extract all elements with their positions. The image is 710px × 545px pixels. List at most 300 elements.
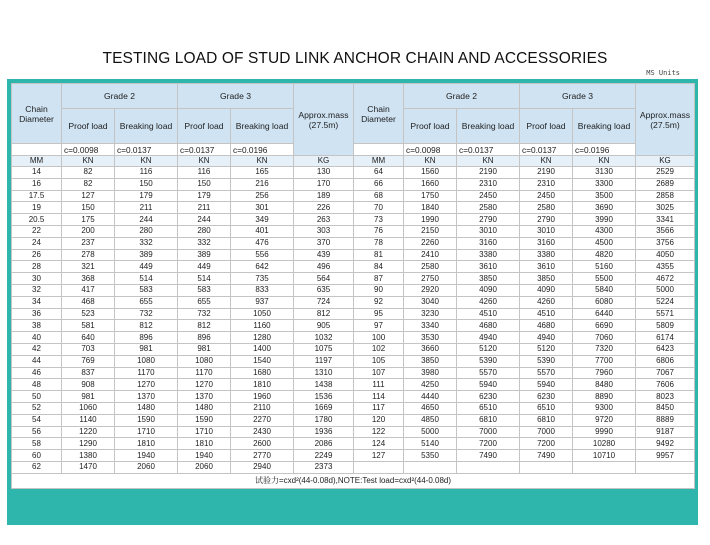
table-cell: 732 [115,308,178,320]
table-cell: 10710 [573,450,636,462]
test-load-note: 试验力=cxd²(44-0.08d),NOTE:Test load=cxd²(44-0.08d) [12,473,695,488]
table-cell: 30 [12,273,62,285]
table-cell: 523 [62,308,115,320]
table-cell: 6806 [636,355,695,367]
grade3-header-right: Grade 3 [520,84,636,109]
table-cell: 4850 [404,414,457,426]
table-cell: 1590 [115,414,178,426]
table-cell: 14 [12,167,62,179]
table-cell: 1780 [294,414,354,426]
table-cell: 179 [115,190,178,202]
table-cell: 3160 [520,237,573,249]
table-cell: 179 [178,190,231,202]
table-cell: 2450 [457,190,520,202]
table-cell: 4500 [573,237,636,249]
table-cell: 1840 [404,202,457,214]
table-cell: 1540 [231,355,294,367]
unit-breaking: KN [115,156,178,167]
table-cell: 124 [354,438,404,450]
table-cell: 3230 [404,308,457,320]
table-cell: 44 [12,355,62,367]
table-cell [404,461,457,473]
table-cell: 3690 [573,202,636,214]
table-cell: 3660 [404,343,457,355]
table-cell: 1936 [294,426,354,438]
coef-g3-proof: c=0.0137 [178,144,231,156]
table-row [12,167,695,179]
table-cell: 7606 [636,379,695,391]
table-row [12,308,695,320]
table-cell: 769 [62,355,115,367]
table-cell: 2150 [404,225,457,237]
table-cell: 73 [354,214,404,226]
coef-g3-proof: c=0.0137 [520,144,573,156]
table-cell: 6810 [520,414,573,426]
table-cell: 1080 [115,355,178,367]
table-cell: 1075 [294,343,354,355]
table-cell: 1940 [178,450,231,462]
table-cell: 583 [115,284,178,296]
table-cell: 52 [12,402,62,414]
table-cell: 111 [354,379,404,391]
table-cell: 1050 [231,308,294,320]
table-cell: 226 [294,202,354,214]
table-cell: 2600 [231,438,294,450]
table-cell: 896 [178,332,231,344]
table-cell: 6510 [457,402,520,414]
table-cell: 1290 [62,438,115,450]
table-row [12,379,695,391]
table-cell: 6080 [573,296,636,308]
table-cell: 4050 [636,249,695,261]
table-cell: 556 [231,249,294,261]
table-cell: 76 [354,225,404,237]
table-cell: 1470 [62,461,115,473]
units-note: MS Units [646,69,680,77]
table-cell: 211 [115,202,178,214]
table-cell: 9492 [636,438,695,450]
table-cell: 1438 [294,379,354,391]
coef-g3-break: c=0.0196 [573,144,636,156]
table-cell: 5570 [520,367,573,379]
table-cell: 256 [231,190,294,202]
table-cell: 332 [115,237,178,249]
breaking-load-header: Breaking load [457,109,520,144]
table-cell: 1400 [231,343,294,355]
table-cell: 4510 [457,308,520,320]
proof-load-header: Proof load [178,109,231,144]
table-cell: 114 [354,391,404,403]
table-row [12,355,695,367]
table-cell: 7320 [573,343,636,355]
table-cell: 82 [62,178,115,190]
table-cell: 301 [231,202,294,214]
table-cell [520,461,573,473]
table-cell: 4940 [520,332,573,344]
unit-diameter: MM [354,156,404,167]
table-cell: 127 [62,190,115,202]
table-cell: 3025 [636,202,695,214]
table-cell: 2060 [178,461,231,473]
table-cell: 7200 [457,438,520,450]
table-cell: 514 [178,273,231,285]
unit-breaking: KN [231,156,294,167]
approx-mass-header-right: Approx.mass (27.5m) [636,84,695,156]
table-cell: 9957 [636,450,695,462]
table-cell: 3610 [457,261,520,273]
table-cell: 2770 [231,450,294,462]
table-cell: 4440 [404,391,457,403]
table-cell: 812 [115,320,178,332]
table-cell: 417 [62,284,115,296]
header-row-coefficients [12,144,695,156]
table-cell: 2529 [636,167,695,179]
table-cell: 68 [354,190,404,202]
table-cell: 1310 [294,367,354,379]
table-cell [354,461,404,473]
header-row-units [12,156,695,167]
table-cell: 5120 [457,343,520,355]
table-cell: 1710 [178,426,231,438]
table-cell: 812 [178,320,231,332]
table-cell: 905 [294,320,354,332]
table-row [12,426,695,438]
table-row [12,320,695,332]
table-cell: 2110 [231,402,294,414]
table-cell: 4820 [573,249,636,261]
table-cell: 19 [12,202,62,214]
table-cell: 102 [354,343,404,355]
table-row [12,367,695,379]
table-cell: 321 [62,261,115,273]
table-cell: 5840 [573,284,636,296]
table-cell: 280 [178,225,231,237]
table-cell: 4672 [636,273,695,285]
table-cell: 6810 [457,414,520,426]
table-cell: 3380 [520,249,573,261]
table-cell: 2580 [457,202,520,214]
table-cell: 2858 [636,190,695,202]
table-cell: 40 [12,332,62,344]
grade2-header-right: Grade 2 [404,84,520,109]
table-cell: 4680 [520,320,573,332]
table-cell: 2790 [457,214,520,226]
table-cell: 1990 [404,214,457,226]
table-cell: 1960 [231,391,294,403]
coef-blank-left [12,144,62,156]
table-cell: 1170 [178,367,231,379]
table-cell: 449 [178,261,231,273]
table-cell: 1750 [404,190,457,202]
table-cell: 735 [231,273,294,285]
table-cell: 7000 [457,426,520,438]
table-row [12,332,695,344]
table-cell: 3610 [520,261,573,273]
table-cell: 439 [294,249,354,261]
table-cell: 1660 [404,178,457,190]
table-cell: 9300 [573,402,636,414]
table-cell: 3130 [573,167,636,179]
unit-breaking: KN [457,156,520,167]
table-cell: 514 [115,273,178,285]
table-cell: 7060 [573,332,636,344]
table-cell: 165 [231,167,294,179]
table-cell: 48 [12,379,62,391]
table-cell: 211 [178,202,231,214]
coef-g3-break: c=0.0196 [231,144,294,156]
table-cell: 812 [294,308,354,320]
table-cell: 84 [354,261,404,273]
table-cell: 9720 [573,414,636,426]
table-cell [636,461,695,473]
table-cell: 635 [294,284,354,296]
table-row [12,237,695,249]
table-cell: 97 [354,320,404,332]
table-cell: 278 [62,249,115,261]
table-cell: 368 [62,273,115,285]
table-cell: 1060 [62,402,115,414]
table-cell: 90 [354,284,404,296]
table-cell: 655 [115,296,178,308]
header-row-grades [12,84,695,109]
approx-mass-header-left: Approx.mass (27.5m) [294,84,354,156]
table-cell: 5390 [520,355,573,367]
table-cell: 4260 [520,296,573,308]
table-cell: 24 [12,237,62,249]
table-cell: 54 [12,414,62,426]
proof-load-header: Proof load [520,109,573,144]
breaking-load-header: Breaking load [231,109,294,144]
table-cell: 1940 [115,450,178,462]
table-cell: 1710 [115,426,178,438]
table-cell: 22 [12,225,62,237]
table-cell: 1270 [178,379,231,391]
table-cell: 1197 [294,355,354,367]
table-cell: 36 [12,308,62,320]
table-cell: 100 [354,332,404,344]
table-cell: 244 [178,214,231,226]
table-cell: 244 [115,214,178,226]
table-cell: 1280 [231,332,294,344]
table-cell: 5000 [636,284,695,296]
table-cell: 1080 [178,355,231,367]
unit-breaking: KN [573,156,636,167]
coef-g2-proof: c=0.0098 [404,144,457,156]
table-cell: 6230 [520,391,573,403]
table-cell: 1810 [115,438,178,450]
table-cell: 3500 [573,190,636,202]
table-row [12,438,695,450]
table-cell: 92 [354,296,404,308]
table-cell: 655 [178,296,231,308]
table-cell: 6230 [457,391,520,403]
table-cell: 2310 [520,178,573,190]
table-cell: 64 [354,167,404,179]
table-cell: 2920 [404,284,457,296]
table-cell: 4940 [457,332,520,344]
table-cell: 3010 [457,225,520,237]
table-cell: 6423 [636,343,695,355]
table-cell: 7200 [520,438,573,450]
table-row [12,343,695,355]
table-cell: 1170 [115,367,178,379]
table-cell: 389 [178,249,231,261]
table-cell: 26 [12,249,62,261]
table-cell: 4260 [457,296,520,308]
table-cell: 389 [115,249,178,261]
table-cell: 200 [62,225,115,237]
table-cell: 87 [354,273,404,285]
proof-load-header: Proof load [404,109,457,144]
table-cell: 2086 [294,438,354,450]
table-cell: 107 [354,367,404,379]
table-cell: 5570 [457,367,520,379]
table-cell: 3340 [404,320,457,332]
table-cell: 9187 [636,426,695,438]
table-cell: 4090 [520,284,573,296]
table-cell: 7700 [573,355,636,367]
table-cell: 5500 [573,273,636,285]
table-cell: 2790 [520,214,573,226]
table-cell: 3341 [636,214,695,226]
table-cell: 4300 [573,225,636,237]
table-cell: 116 [178,167,231,179]
table-cell: 4680 [457,320,520,332]
table-cell: 42 [12,343,62,355]
table-cell: 2373 [294,461,354,473]
table-cell: 117 [354,402,404,414]
table-cell: 66 [354,178,404,190]
table-cell: 640 [62,332,115,344]
table-cell: 78 [354,237,404,249]
table-cell [457,461,520,473]
table-row [12,273,695,285]
table-cell: 3980 [404,367,457,379]
table-cell: 3380 [457,249,520,261]
grade2-header-left: Grade 2 [62,84,178,109]
table-cell: 303 [294,225,354,237]
table-cell: 170 [294,178,354,190]
table-row [12,414,695,426]
table-cell: 105 [354,355,404,367]
table-cell: 95 [354,308,404,320]
table-cell: 2750 [404,273,457,285]
table-cell: 449 [115,261,178,273]
table-cell: 2260 [404,237,457,249]
table-row [12,284,695,296]
table-cell: 4250 [404,379,457,391]
table-cell: 2580 [404,261,457,273]
table-cell: 5120 [520,343,573,355]
table-cell: 7067 [636,367,695,379]
coef-g2-proof: c=0.0098 [62,144,115,156]
table-cell: 8889 [636,414,695,426]
table-row [12,461,695,473]
table-cell: 150 [115,178,178,190]
table-cell: 2410 [404,249,457,261]
table-cell: 5940 [520,379,573,391]
table-row [12,178,695,190]
table-cell: 280 [115,225,178,237]
table-row [12,391,695,403]
table-cell: 70 [354,202,404,214]
table-cell: 5140 [404,438,457,450]
table-cell: 81 [354,249,404,261]
table-cell: 1669 [294,402,354,414]
table-cell: 8480 [573,379,636,391]
table-cell: 564 [294,273,354,285]
table-cell: 5224 [636,296,695,308]
table-cell: 8023 [636,391,695,403]
table-cell: 1560 [404,167,457,179]
table-cell: 2190 [520,167,573,179]
table-cell [573,461,636,473]
table-row [12,202,695,214]
table-cell: 58 [12,438,62,450]
table-cell: 5940 [457,379,520,391]
table-cell: 263 [294,214,354,226]
table-cell: 1370 [178,391,231,403]
table-cell: 7000 [520,426,573,438]
table-cell: 5350 [404,450,457,462]
unit-proof: KN [520,156,573,167]
table-cell: 370 [294,237,354,249]
table-cell: 5390 [457,355,520,367]
chain-diameter-header-left: Chain Diameter [12,84,62,144]
unit-diameter: MM [12,156,62,167]
chain-diameter-header-right: Chain Diameter [354,84,404,144]
table-cell: 175 [62,214,115,226]
table-cell: 4355 [636,261,695,273]
table-cell: 583 [178,284,231,296]
table-cell: 120 [354,414,404,426]
breaking-load-header: Breaking load [115,109,178,144]
table-cell: 62 [12,461,62,473]
table-cell: 1380 [62,450,115,462]
table-cell: 216 [231,178,294,190]
coef-g2-break: c=0.0137 [457,144,520,156]
table-cell: 2940 [231,461,294,473]
grade3-header-left: Grade 3 [178,84,294,109]
breaking-load-header: Breaking load [573,109,636,144]
table-cell: 1810 [178,438,231,450]
table-cell: 122 [354,426,404,438]
table-cell: 2430 [231,426,294,438]
table-cell: 60 [12,450,62,462]
table-cell: 3160 [457,237,520,249]
table-cell: 6440 [573,308,636,320]
table-cell: 1480 [178,402,231,414]
table-cell: 332 [178,237,231,249]
table-cell: 2270 [231,414,294,426]
table-cell: 5160 [573,261,636,273]
table-cell: 1680 [231,367,294,379]
table-cell: 237 [62,237,115,249]
table-cell: 6690 [573,320,636,332]
testing-load-table [11,83,695,489]
table-cell: 2249 [294,450,354,462]
table-cell: 896 [115,332,178,344]
table-cell: 130 [294,167,354,179]
table-row [12,225,695,237]
coef-g2-break: c=0.0137 [115,144,178,156]
table-cell: 6174 [636,332,695,344]
table-cell: 3756 [636,237,695,249]
table-cell: 496 [294,261,354,273]
table-cell: 8450 [636,402,695,414]
table-cell: 116 [115,167,178,179]
table-cell: 2580 [520,202,573,214]
